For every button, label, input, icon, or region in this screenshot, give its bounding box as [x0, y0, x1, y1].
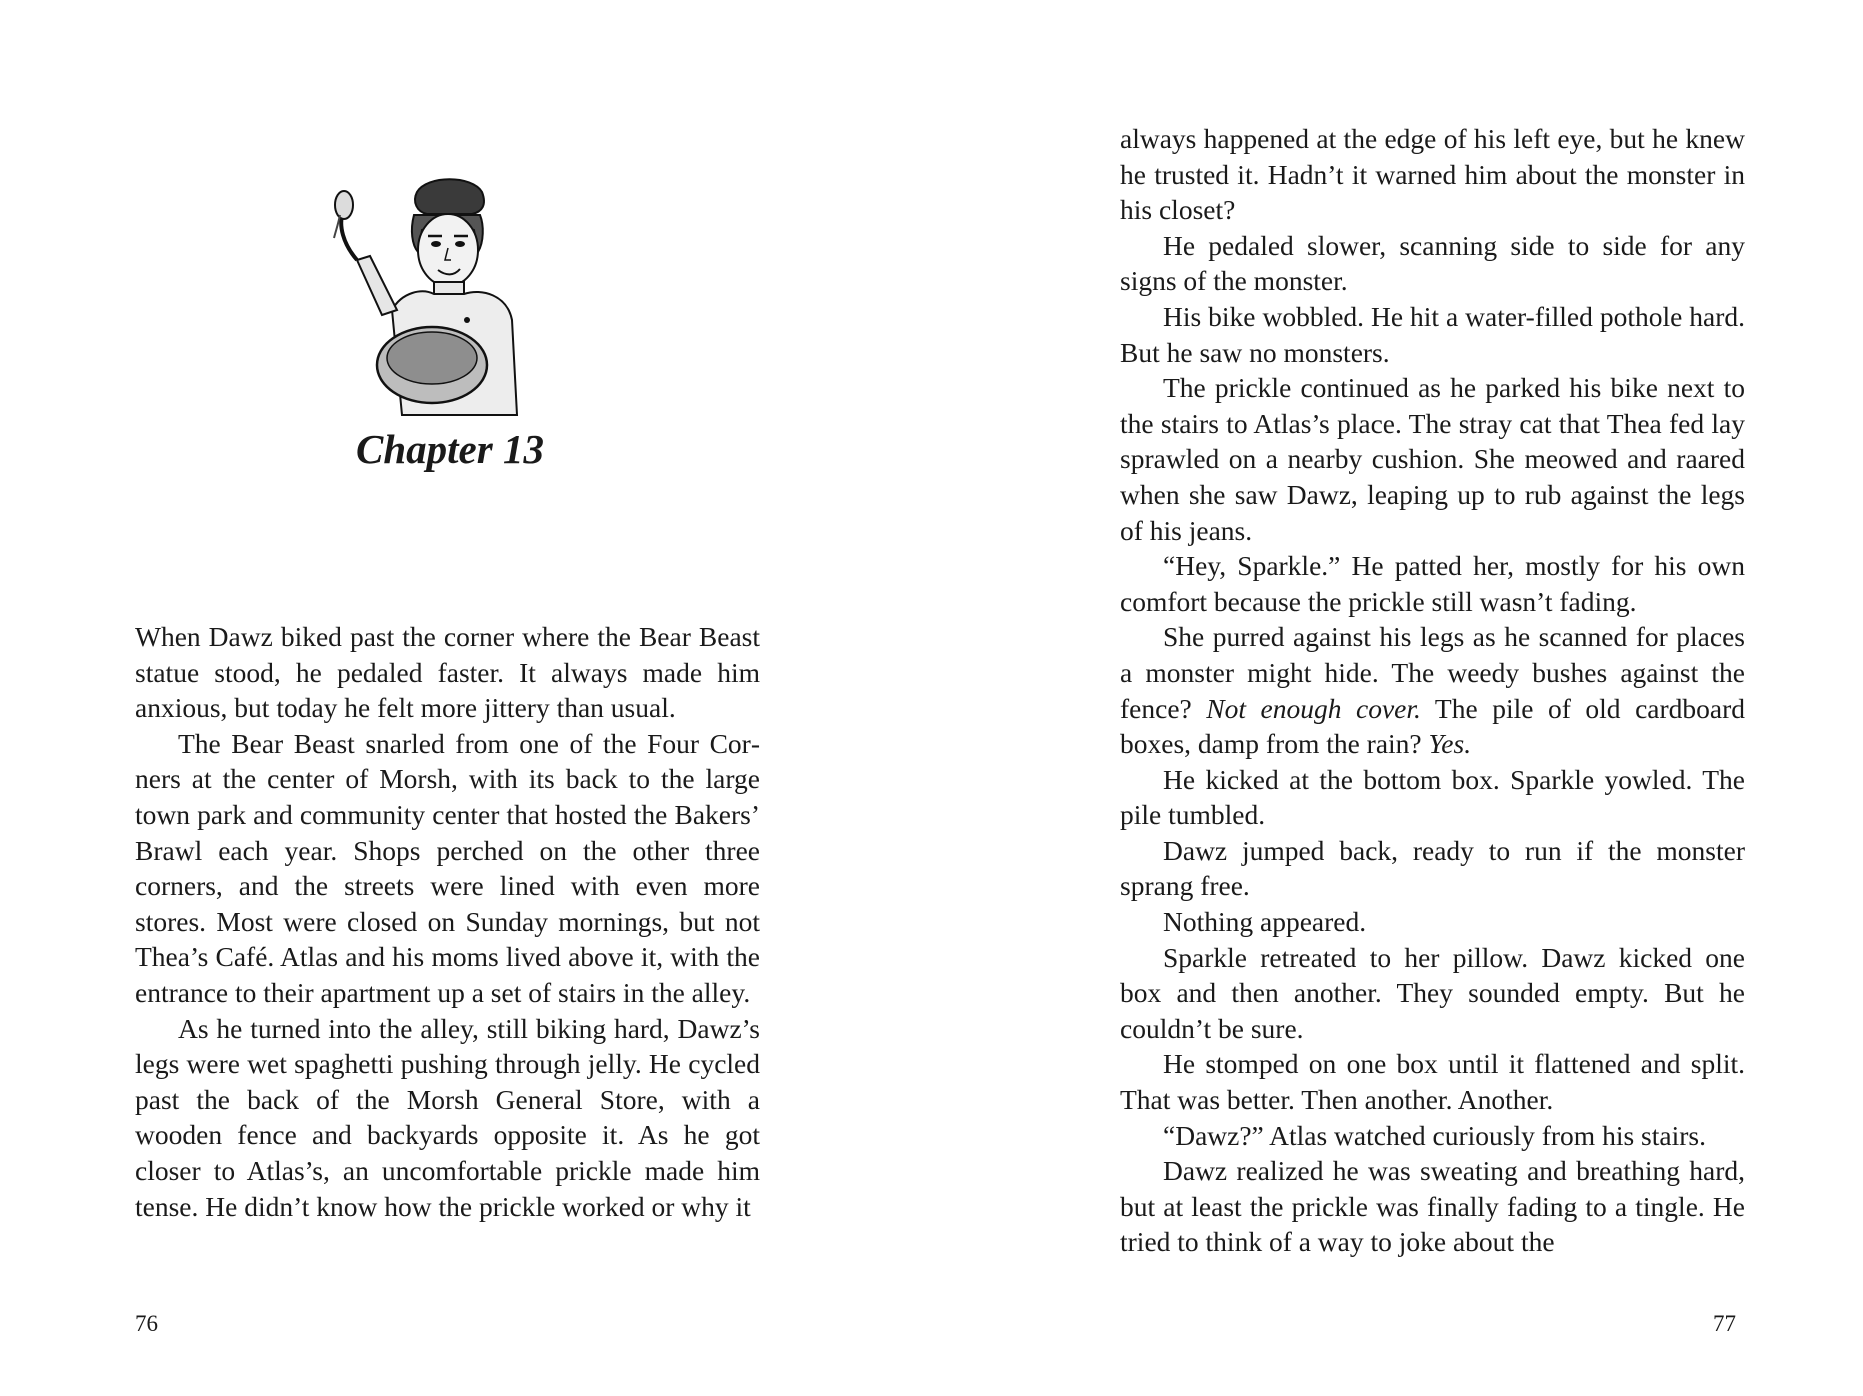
- paragraph: Dawz jumped back, ready to run if the monster sprang free.: [1120, 834, 1745, 902]
- paragraph: The Bear Beast snarled from one of the Four Corners at the center of Morsh, with its back to the large town park and community center that hosted the Bakers’ Brawl each year. Shops perched on the other three corners, and the streets were lined with even more stores. Most were closed on Sunday mornings, but not Thea’s Café. Atlas and his moms lived above it, with the entrance to their apartment up a set of stairs in the alley.: [135, 727, 760, 1008]
- paragraph: The prickle continued as he parked his bike next to the stairs to Atlas’s place. The stray cat that Thea fed lay sprawled on a nearby cushion. She meowed and raared when she saw Dawz, leaping up to rub against the legs of his jeans.: [1120, 372, 1745, 546]
- chapter-title: Chapter 13: [356, 426, 544, 472]
- paragraph: “Hey, Sparkle.” He patted her, mostly for his own comfort because the prickle still wasn’t fading.: [1120, 550, 1745, 617]
- page-number: 76: [135, 1311, 158, 1336]
- text-run: She purred against his legs as he scanned for places a monster might hide. The weedy bushes against the fence?: [1120, 621, 1745, 724]
- italic-text: Not enough cover.: [1206, 692, 1421, 724]
- paragraph: As he turned into the alley, still biking hard, Dawz’s legs were wet spaghetti pushing through jelly. He cycled past the back of the Morsh General Store, with a wooden fence and backyards opposite it. As he got closer to Atlas’s, an uncomfortable prickle made him tense. He didn’t know how the prickle worked or why it: [135, 1012, 760, 1222]
- paragraph: When Dawz biked past the corner where the Bear Beast statue stood, he pedaled faster. It always made him anxious, but today he felt more jittery than usual.: [135, 621, 760, 724]
- paragraph: He kicked at the bottom box. Sparkle yowled. The pile tumbled.: [1120, 763, 1745, 831]
- left-page-body: [135, 619, 760, 1224]
- italic-text: Yes.: [1428, 728, 1472, 760]
- page-number: 77: [1713, 1311, 1736, 1336]
- paragraph: Sparkle retreated to her pillow. Dawz kicked one box and then another. They sounded empty. But he couldn’t be sure.: [1120, 941, 1745, 1044]
- paragraph: Nothing appeared.: [1163, 906, 1367, 938]
- text-run: The pile of old cardboard boxes, damp from the rain?: [1120, 692, 1745, 760]
- paragraph: Dawz realized he was sweating and breathing hard, but at least the prickle was finally fading to a tingle. He tried to think of a way to joke about the: [1120, 1155, 1745, 1258]
- paragraph: He pedaled slower, scanning side to side for any signs of the monster.: [1120, 229, 1745, 297]
- chef-boy-with-mixing-bowl-illustration: [322, 170, 532, 430]
- left-page: [0, 0, 930, 1396]
- paragraph: [1120, 619, 1745, 761]
- paragraph: “Dawz?” Atlas watched curiously from his stairs.: [1163, 1119, 1706, 1151]
- paragraph: He stomped on one box until it flattened and split. That was better. Then another. Another.: [1120, 1048, 1745, 1116]
- paragraph: His bike wobbled. He hit a water-filled pothole hard. But he saw no monsters.: [1120, 300, 1745, 368]
- right-page-body: [1120, 121, 1745, 1260]
- right-page: [930, 0, 1863, 1396]
- paragraph: always happened at the edge of his left eye, but he knew he trusted it. Hadn’t it warned him about the monster in his closet?: [1120, 123, 1745, 226]
